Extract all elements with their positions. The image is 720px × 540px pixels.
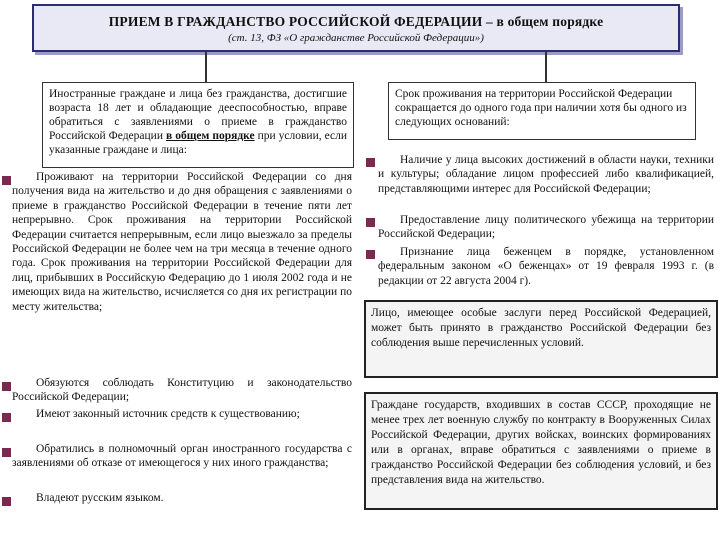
connector-left-vertical [205, 52, 207, 82]
left-condition-1: Проживают на территории Российской Федерации со дня получения вида на жительство и до дня обращения с заявлениями о приеме в гражданство Российской Федерации в течение пяти лет непрерывно. Срок проживания на территории Российской Федерации считается непрерывным, если лицо выезжало за пределы Российской Федерации не более чем на три месяца в течение одного года. Срок проживания на территории Российской Федерации для лиц, прибывших в Российскую Федерацию до 1 июля 2002 года и не имеющих вида на жительство, исчисляется со дня их регистрации по месту жительства; [12, 171, 352, 313]
right-intro-text: Срок проживания на территории Российской Федерации сокращается до одного года при наличии хотя бы одного из следующих оснований: [395, 88, 687, 128]
left-intro-box [42, 82, 354, 168]
square-bullet-icon [2, 382, 11, 391]
connector-right-vertical [545, 52, 547, 82]
title-box [32, 4, 680, 52]
ussr-citizens-text: Граждане государств, входивших в состав СССР, проходящие не менее трех лет военную службу по контракту в Вооруженных Силах Российской Федерации, других войсках, воинских формированиях или в органах, вправе обратиться с заявлениями о приеме в гражданство Российской Федерации без соблюдения условий, и без представления вида на жительство. [371, 399, 711, 486]
right-intro-box [388, 82, 696, 140]
left-condition-5: Владеют русским языком. [36, 492, 164, 504]
right-condition-3: Признание лица беженцем в порядке, установленном федеральным законом «О беженцах» от 19 февраля 1993 г. (в редакции от 22 августа 2004 г). [378, 246, 714, 287]
square-bullet-icon [366, 250, 375, 259]
special-merit-box [364, 300, 718, 378]
left-intro-text: Иностранные граждане и лица без гражданства, достигшие возраста 18 лет и обладающие дееспособностью, вправе обратиться с заявлениями о приеме в гражданство Российской Федерации [49, 88, 347, 142]
right-condition-2: Предоставление лицу политического убежища на территории Российской Федерации; [378, 214, 714, 241]
right-condition-1: Наличие у лица высоких достижений в области науки, техники и культуры; обладание лицом профессией либо квалификацией, представляющими интерес для Российской Федерации; [378, 154, 714, 195]
square-bullet-icon [366, 158, 375, 167]
square-bullet-icon [366, 218, 375, 227]
left-intro-emphasis: в общем порядке [165, 130, 255, 142]
left-condition-3: Имеют законный источник средств к существованию; [36, 408, 300, 420]
left-condition-4: Обратились в полномочный орган иностранного государства с заявлениями об отказе от имеющегося у них иного гражданства; [12, 443, 352, 470]
square-bullet-icon [2, 497, 11, 506]
page-subtitle: (ст. 13, ФЗ «О гражданстве Российской Федерации») [228, 32, 484, 44]
square-bullet-icon [2, 413, 11, 422]
square-bullet-icon [2, 176, 11, 185]
left-intro-text-end: при условии, если указанные граждане и лица: [49, 130, 347, 156]
special-merit-text: Лицо, имеющее особые заслуги перед Российской Федерацией, может быть принято в гражданство Российской Федерации без соблюдения выше перечисленных условий. [371, 307, 711, 349]
page-title: ПРИЕМ В ГРАЖДАНСТВО РОССИЙСКОЙ ФЕДЕРАЦИИ – в общем порядке [108, 14, 604, 29]
ussr-citizens-box [364, 392, 718, 510]
square-bullet-icon [2, 448, 11, 457]
left-condition-2: Обязуются соблюдать Конституцию и законодательство Российской Федерации; [12, 377, 352, 404]
